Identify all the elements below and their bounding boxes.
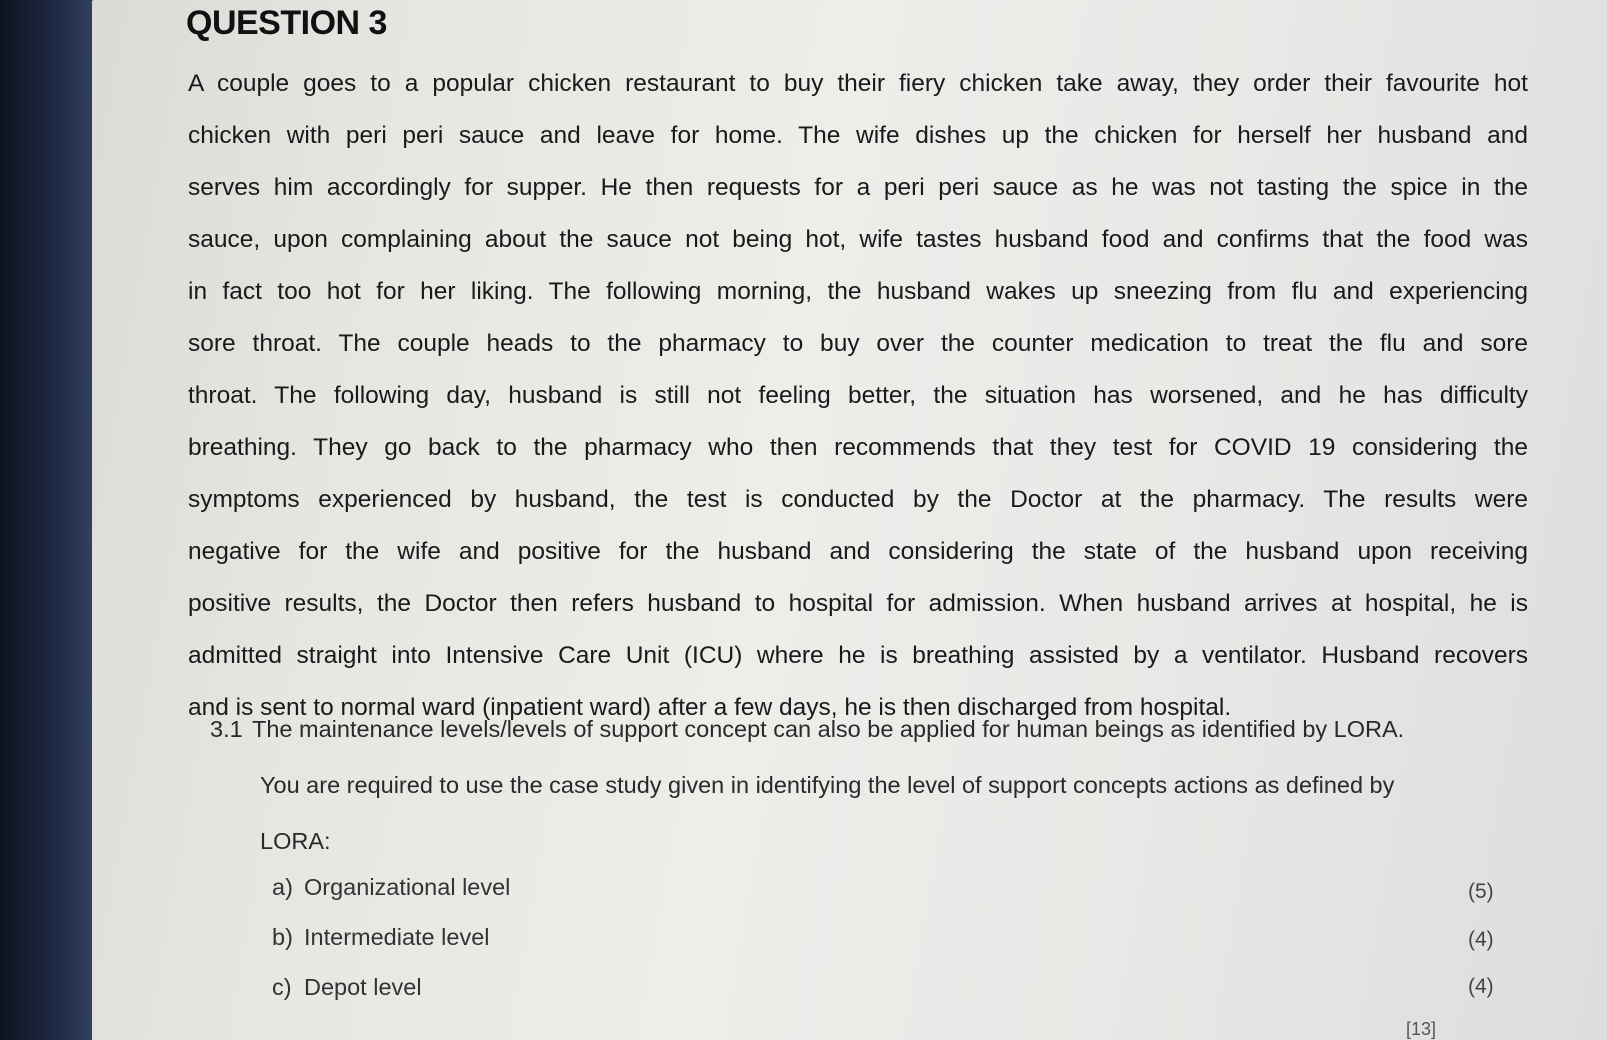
subquestion-text-line-2: You are required to use the case study given in identifying the level of support concepts actions as defined by xyxy=(260,772,1395,798)
subquestion-text-line-3: LORA: xyxy=(260,828,331,854)
case-study-line: sauce, upon complaining about the sauce not being hot, wife tastes husband food and confirms that the food was xyxy=(188,226,1528,253)
case-study-line: throat. The following day, husband is still not feeling better, the situation has worsened, and he has difficulty xyxy=(188,382,1528,409)
case-study-paragraph xyxy=(188,58,1528,734)
case-study-line: symptoms experienced by husband, the test is conducted by the Doctor at the pharmacy. The results were xyxy=(188,486,1528,513)
case-study-line: in fact too hot for her liking. The following morning, the husband wakes up sneezing from flu and experiencing xyxy=(188,278,1528,305)
item-organizational-level xyxy=(272,874,510,901)
subquestion-number: 3.1 xyxy=(210,716,243,742)
case-study-line: and is sent to normal ward (inpatient ward) after a few days, he is then discharged from hospital. xyxy=(188,694,1232,721)
item-text: Intermediate level xyxy=(304,924,490,950)
case-study-line: breathing. They go back to the pharmacy who then recommends that they test for COVID 19 considering the xyxy=(188,434,1528,461)
case-study-line: admitted straight into Intensive Care Unit (ICU) where he is breathing assisted by a ventilator. Husband recovers xyxy=(188,642,1528,669)
item-letter: c) xyxy=(272,974,292,1000)
marks-item-c: (4) xyxy=(1468,975,1494,998)
case-study-line: positive results, the Doctor then refers husband to hospital for admission. When husband arrives at hospital, he is xyxy=(188,590,1528,617)
case-study-line: chicken with peri peri sauce and leave for home. The wife dishes up the chicken for herself her husband and xyxy=(188,122,1528,149)
case-study-line: sore throat. The couple heads to the pharmacy to buy over the counter medication to treat the flu and sore xyxy=(188,330,1528,357)
item-depot-level xyxy=(272,974,422,1001)
item-text: Depot level xyxy=(304,974,422,1000)
item-intermediate-level xyxy=(272,924,490,951)
question-title: QUESTION 3 xyxy=(186,4,387,42)
case-study-line: serves him accordingly for supper. He then requests for a peri peri sauce as he was not tasting the spice in the xyxy=(188,174,1528,201)
case-study-line: A couple goes to a popular chicken restaurant to buy their fiery chicken take away, they order their favourite hot xyxy=(188,70,1528,97)
subquestion-text: The maintenance levels/levels of support concept can also be applied for human beings as identified by LORA. xyxy=(252,716,1405,742)
subquestion-3-1 xyxy=(210,716,1510,743)
item-text: Organizational level xyxy=(304,874,511,900)
case-study-line: negative for the wife and positive for the husband and considering the state of the husband upon receiving xyxy=(188,538,1528,565)
item-letter: b) xyxy=(272,924,293,950)
item-letter: a) xyxy=(272,874,293,900)
question-total-marks: [13] xyxy=(1406,1019,1437,1039)
marks-item-b: (4) xyxy=(1468,928,1494,951)
marks-item-a: (5) xyxy=(1468,880,1494,903)
document-content xyxy=(188,0,1538,1040)
